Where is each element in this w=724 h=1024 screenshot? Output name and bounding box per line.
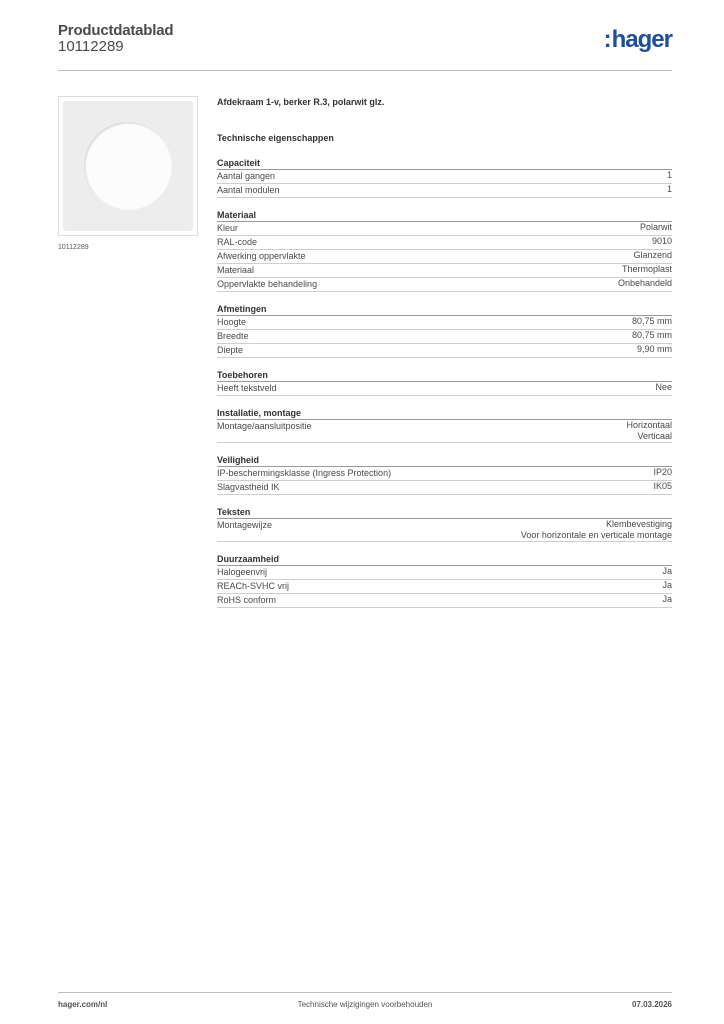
- product-image: [58, 96, 198, 236]
- page-header: [58, 20, 672, 71]
- property-label: Montagewijze: [217, 520, 273, 530]
- page-footer: [58, 992, 672, 1013]
- property-row: [217, 580, 672, 594]
- property-section: [217, 553, 672, 608]
- section-title: Toebehoren: [217, 369, 672, 382]
- section-title: Veiligheid: [217, 454, 672, 467]
- property-row: [217, 316, 672, 330]
- property-section: [217, 369, 672, 396]
- property-label: Diepte: [217, 345, 244, 355]
- hager-logo: [604, 26, 672, 54]
- property-label: Oppervlakte behandeling: [217, 279, 318, 289]
- property-section: [217, 157, 672, 198]
- property-label: Breedte: [217, 331, 249, 341]
- property-value: Thermoplast: [621, 264, 672, 274]
- property-label: RAL-code: [217, 237, 258, 247]
- property-row: [217, 250, 672, 264]
- property-label: Montage/aansluitpositie: [217, 421, 312, 431]
- property-row: [217, 519, 672, 542]
- property-label: Kleur: [217, 223, 239, 233]
- footer-date: 07.03.2026: [631, 1000, 672, 1009]
- footer-website: hager.com/nl: [58, 1000, 108, 1009]
- property-label: Halogeenvrij: [217, 567, 268, 577]
- logo-colon: :: [603, 26, 611, 53]
- property-label: RoHS conform: [217, 595, 277, 605]
- property-value: Klembevestiging: [605, 519, 672, 529]
- property-section: [217, 407, 672, 443]
- property-values: [667, 170, 672, 183]
- property-value: Horizontaal: [626, 420, 672, 430]
- logo-text: hager: [611, 26, 672, 53]
- property-section: [217, 506, 672, 542]
- property-row: [217, 467, 672, 481]
- property-row: [217, 222, 672, 236]
- property-section: [217, 209, 672, 292]
- property-value: 9,90 mm: [636, 344, 672, 354]
- document-number: 10112289: [58, 38, 124, 55]
- property-values: [521, 519, 672, 541]
- property-value: Glanzend: [633, 250, 672, 260]
- property-values: [632, 316, 672, 329]
- property-values: [653, 467, 672, 480]
- document-title: Productdatablad: [58, 22, 174, 39]
- cover-plate-opening: [84, 122, 172, 210]
- property-label: REACh-SVHC vrij: [217, 581, 290, 591]
- section-title: Installatie, montage: [217, 407, 672, 420]
- property-value: Verticaal: [637, 431, 672, 441]
- property-value: Onbehandeld: [617, 278, 672, 288]
- property-row: [217, 330, 672, 344]
- product-details: [217, 97, 672, 619]
- property-label: Heeft tekstveld: [217, 383, 277, 393]
- property-values: [622, 264, 672, 277]
- property-value: IK05: [653, 481, 672, 491]
- property-row: [217, 170, 672, 184]
- property-values: [632, 330, 672, 343]
- property-value: IP20: [653, 467, 672, 477]
- property-label: IP-beschermingsklasse (Ingress Protection): [217, 468, 392, 478]
- property-row: [217, 264, 672, 278]
- property-value: 1: [666, 184, 672, 194]
- property-sections: [217, 157, 672, 608]
- property-label: Slagvastheid IK: [217, 482, 280, 492]
- property-row: [217, 566, 672, 580]
- property-row: [217, 278, 672, 292]
- property-values: [652, 236, 672, 249]
- property-value: 9010: [651, 236, 672, 246]
- property-values: [655, 382, 672, 395]
- property-values: [662, 566, 672, 579]
- property-values: [640, 222, 672, 235]
- property-value: Polarwit: [639, 222, 672, 232]
- property-values: [662, 580, 672, 593]
- property-label: Materiaal: [217, 265, 255, 275]
- property-row: [217, 236, 672, 250]
- property-value: Voor horizontale en verticale montage: [520, 530, 672, 540]
- property-value: 80,75 mm: [631, 330, 672, 340]
- property-value: 80,75 mm: [631, 316, 672, 326]
- section-title: Materiaal: [217, 209, 672, 222]
- property-value: Ja: [662, 566, 672, 576]
- footer-disclaimer: Technische wijzigingen voorbehouden: [297, 1000, 433, 1009]
- property-value: Ja: [662, 580, 672, 590]
- property-values: [618, 278, 672, 291]
- property-row: [217, 382, 672, 396]
- section-title: Afmetingen: [217, 303, 672, 316]
- property-label: Hoogte: [217, 317, 247, 327]
- property-values: [662, 594, 672, 607]
- property-label: Aantal gangen: [217, 171, 276, 181]
- property-value: Ja: [662, 594, 672, 604]
- property-label: Afwerking oppervlakte: [217, 251, 306, 261]
- technical-properties-heading: Technische eigenschappen: [217, 133, 334, 143]
- property-section: [217, 454, 672, 495]
- section-title: Capaciteit: [217, 157, 672, 170]
- property-label: Aantal modulen: [217, 185, 280, 195]
- property-row: [217, 481, 672, 495]
- property-values: [626, 420, 672, 442]
- property-row: [217, 344, 672, 358]
- property-value: 1: [666, 170, 672, 180]
- cover-plate-shape: [63, 101, 193, 231]
- property-values: [667, 184, 672, 197]
- section-title: Teksten: [217, 506, 672, 519]
- property-row: [217, 594, 672, 608]
- property-values: [637, 344, 672, 357]
- product-image-caption: 10112289: [58, 244, 89, 251]
- property-values: [633, 250, 672, 263]
- property-value: Nee: [655, 382, 672, 392]
- property-row: [217, 420, 672, 443]
- product-name: Afdekraam 1-v, berker R.3, polarwit glz.: [217, 97, 385, 107]
- property-section: [217, 303, 672, 358]
- property-row: [217, 184, 672, 198]
- section-title: Duurzaamheid: [217, 553, 672, 566]
- property-values: [653, 481, 672, 494]
